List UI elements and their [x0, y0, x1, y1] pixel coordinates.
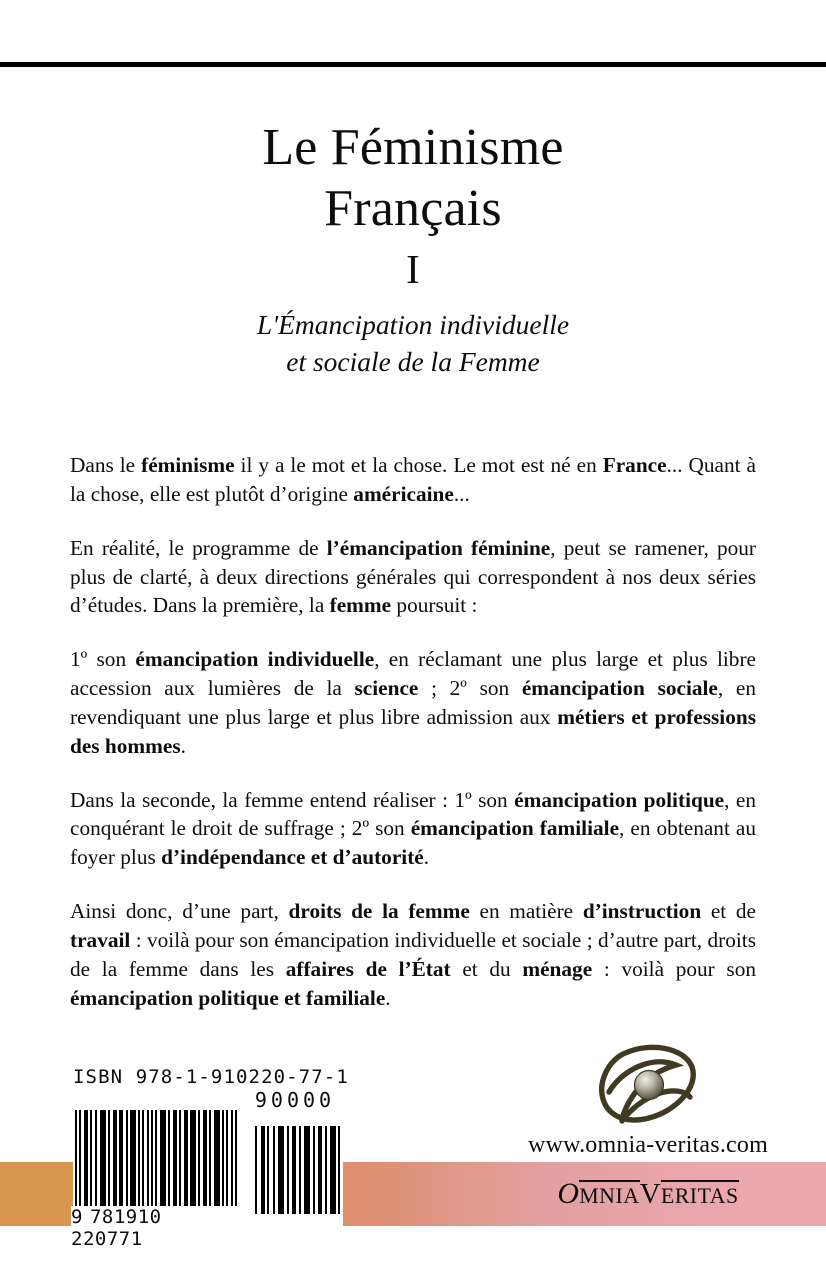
page-title — [0, 118, 826, 297]
ean-main-digits: 781910 220771 — [71, 1206, 162, 1250]
title-line-2: Français — [324, 179, 502, 237]
barcode-addon-digits: 90000 — [254, 1088, 336, 1112]
volume-number: I — [406, 245, 420, 292]
ean-lead-digit: 9 — [71, 1206, 83, 1228]
barcode-graphic-row — [71, 1110, 343, 1250]
eye-logo-icon — [592, 1040, 704, 1128]
isbn-barcode-block — [71, 1066, 349, 1250]
publisher-wordmark — [470, 1177, 826, 1211]
publisher-block — [470, 1040, 826, 1211]
wordmark-eritas: ERITAS — [661, 1180, 739, 1208]
wordmark-mnia: MNIA — [579, 1180, 639, 1208]
subtitle-line-1: L'Émancipation individuelle — [256, 309, 570, 340]
wordmark-o: O — [557, 1177, 580, 1210]
isbn-number-text: ISBN 978-1-910220-77-1 — [73, 1066, 349, 1088]
blurb-paragraph: Dans le féminisme il y a le mot et la chose. Le mot est né en France... Quant à la chose, elle est plutôt d’origine américaine... — [70, 453, 757, 506]
subtitle — [0, 307, 826, 380]
title-block — [0, 118, 826, 380]
ean-human-readable-digits — [71, 1206, 243, 1250]
title-line-1: Le Féminisme — [262, 119, 564, 176]
ean5-addon-barcode-icon — [253, 1126, 341, 1214]
back-cover-blurb — [70, 451, 756, 1013]
blurb-paragraph: En réalité, le programme de l’émancipation féminine, peut se ramener, pour plus de clarté, à deux directions générales qui correspondent à nos deux séries d’études. Dans la première, la femme poursuit : — [70, 535, 756, 618]
website-url[interactable]: www.omnia-veritas.com — [528, 1132, 768, 1158]
subtitle-line-2: et sociale de la Femme — [286, 345, 540, 377]
top-divider-rule — [0, 62, 826, 67]
blurb-paragraph: 1º son émancipation individuelle, en réclamant une plus large et plus libre accession aux lumières de la science ; 2º son émancipation sociale, en revendiquant une plus large et plus libre admission aux métiers et professions des hommes. — [70, 647, 757, 758]
blurb-paragraph: Dans la seconde, la femme entend réaliser : 1º son émancipation politique, en conquérant le droit de suffrage ; 2º son émancipation familiale, en obtenant au foyer plus d’indépendance et d’autorité. — [70, 787, 757, 870]
blurb-paragraph: Ainsi donc, d’une part, droits de la femme en matière d’instruction et de travail : voilà pour son émancipation individuelle et sociale ; d’autre part, droits de la femme dans les affaires de l’État et du ménage : voilà pour son émancipation politique et familiale. — [70, 899, 757, 1010]
wordmark-v: V — [639, 1178, 661, 1210]
